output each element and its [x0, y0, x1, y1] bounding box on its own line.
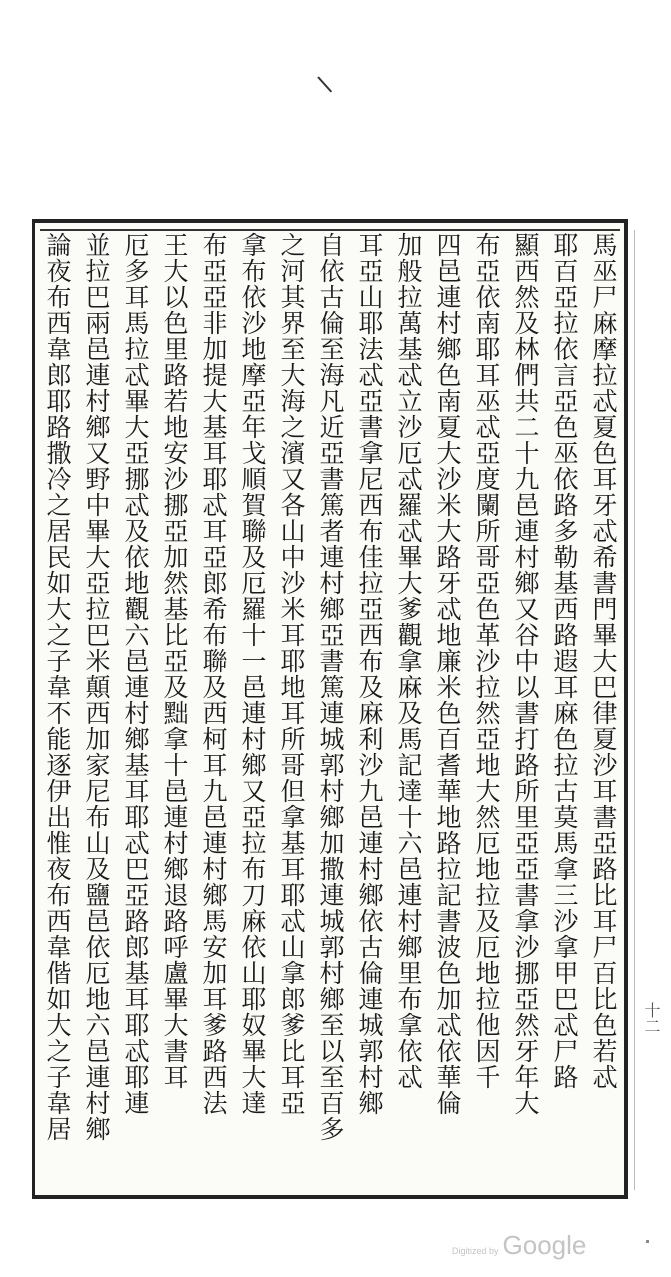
stray-ink-mark	[317, 76, 332, 92]
text-column: 馬巫尸麻摩拉忒夏色耳牙忒希書門畢大巴律夏沙耳書亞路比耳尸百比色若忒	[589, 232, 618, 1090]
margin-gutter	[634, 230, 665, 1190]
text-column: 布亞亞非加提大基耳耶忒耳亞郎希布聯及西柯耳九邑連村鄉馬安加耳爹路西法	[199, 232, 228, 1116]
corner-mark	[646, 1240, 649, 1243]
watermark-logo: Google	[502, 1230, 587, 1260]
text-column: 厄多耳馬拉忒畢大亞挪忒及依地觀六邑連村鄉基耳耶忒巴亞路郎基耳耶忒耶連	[121, 232, 150, 1116]
watermark-prefix: Digitized by	[452, 1246, 499, 1256]
text-column: 論夜布西韋郎耶路撒冷之居民如大之子韋不能逐伊出惟夜布西韋偕如大之子韋居	[43, 232, 72, 1142]
text-columns	[36, 232, 624, 1194]
text-column: 耶百亞拉依言亞色巫依路多勒基西路遐耳麻色拉古莫馬拿三沙拿甲巴忒尸路	[550, 232, 579, 1090]
text-column: 加般拉萬基忒立沙厄忒羅忒畢大爹觀拿麻及馬記達十六邑連村鄉里布拿依忒	[394, 232, 423, 1090]
text-column: 四邑連村鄉色南夏大沙米大路牙忒地廉米色百耆華地路拉記書波色加忒依華倫	[433, 232, 462, 1116]
text-column: 耳亞山耶法忒亞書拿尼西布佳拉亞西布及麻利沙九邑連村鄉依古倫連城郭村鄉	[355, 232, 384, 1116]
text-column: 並拉巴兩邑連村鄉又野中畢大亞拉巴米顛西加家尼布山及鹽邑依厄地六邑連村鄉	[82, 232, 111, 1142]
top-rule	[40, 229, 620, 231]
text-column: 布亞依南耶耳巫忒亞度闌所哥亞色革沙拉然亞地大然厄地拉及厄地拉他因千	[472, 232, 501, 1090]
text-column: 之河其界至大海之濱又各山中沙米耳耶地耳所哥但拿基耳耶忒山拿郎爹比耳亞	[277, 232, 306, 1116]
text-column: 自依古倫至海凡近亞書篤者連村鄉亞書篤連城郭村鄉加撒連城郭村鄉至以至百多	[316, 232, 345, 1142]
text-column: 顯西然及林們共二十九邑連村鄉又谷中以書打路所里亞亞書拿沙挪亞然牙年大	[511, 232, 540, 1116]
page-number: 十二	[642, 1002, 661, 1034]
digitized-watermark	[452, 1230, 586, 1261]
text-column: 拿布依沙地摩亞年戈順賀聯及厄羅十一邑連村鄉又亞拉布刀麻依山耶奴畢大達	[238, 232, 267, 1116]
text-column: 王大以色里路若地安沙挪亞加然基比亞及黜拿十邑連村鄉退路呼盧畢大書耳	[160, 232, 189, 1090]
